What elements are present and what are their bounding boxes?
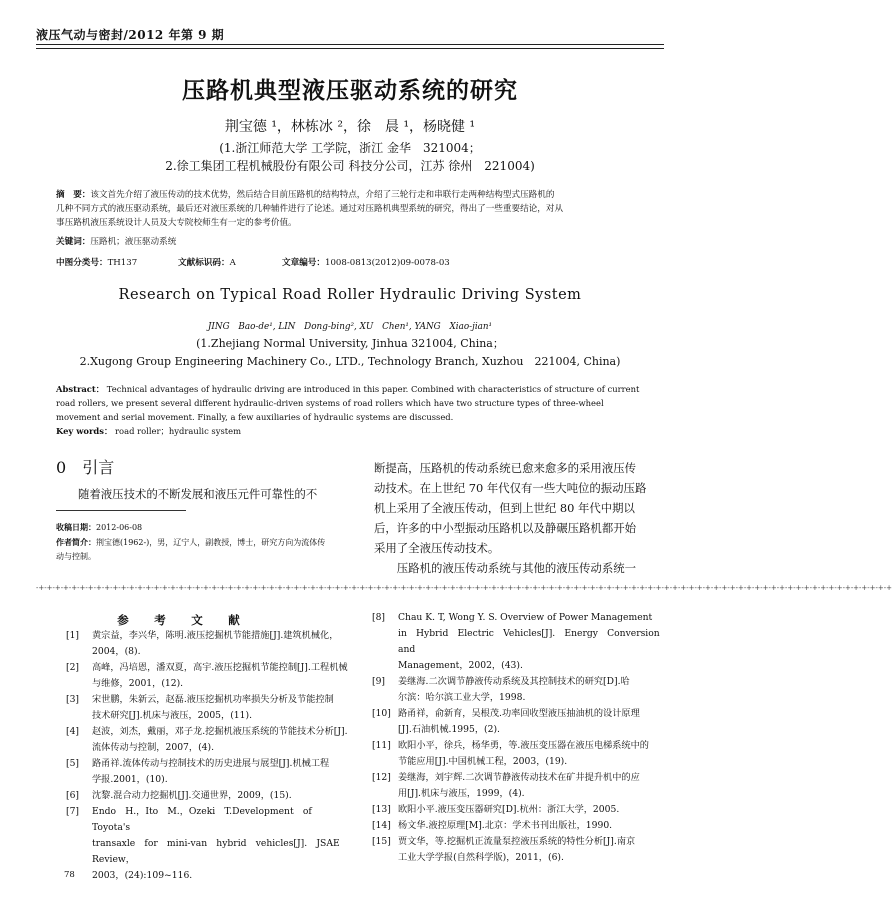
keywords-cn-text: 压路机；液压驱动系统 (90, 237, 177, 247)
reference-item (372, 834, 668, 866)
reference-number: [3] (66, 694, 80, 705)
reference-number: [5] (66, 758, 80, 769)
reference-item (66, 724, 358, 756)
reference-text: 贾文华，等.挖掘机正流量泵控液压系统的特性分析[J].南京 (398, 836, 636, 847)
page-number: 78 (64, 870, 75, 880)
english-affiliation-2: 2.Xugong Group Engineering Machinery Co., LTD., Technology Branch, Xuzhou 221004, China) (79, 355, 621, 368)
reference-text: 姜继海.二次调节静液传动系统及其控制技术的研究[D].哈 (398, 676, 630, 687)
reference-item (372, 802, 668, 818)
reference-text: Chau K. T, Wong Y. S. Overview of Power Management (398, 612, 653, 623)
reference-text: 欧阳小平.液压变压器研究[D].杭州：浙江大学，2005. (398, 804, 620, 815)
reference-text: 2003，(24):109~116. (92, 870, 193, 881)
english-keywords-text: road roller；hydraulic system (115, 426, 242, 436)
reference-item (372, 770, 668, 802)
bio-label: 作者简介： (56, 537, 96, 547)
intro-line: 后，许多的中小型振动压路机以及静碾压路机都开始 (374, 521, 636, 535)
reference-text: 学报.2001，(10). (92, 774, 168, 785)
section-title: 引言 (82, 458, 115, 477)
affiliation-1: (1.浙江师范大学 工学院，浙江 金华 321004； (219, 141, 481, 155)
english-affiliation-1: (1.Zhejiang Normal University, Jinhua 321004, China； (196, 337, 504, 350)
bio-line: 动与控制。 (56, 552, 96, 561)
reference-item (66, 788, 358, 804)
reference-number: [12] (372, 772, 391, 783)
reference-item (66, 756, 358, 788)
reference-number: [6] (66, 790, 80, 801)
reference-text: 黄宗益，李兴华，陈明.液压挖掘机节能措施[J].建筑机械化， (92, 630, 339, 641)
reference-item (66, 804, 358, 884)
bio-line: 荆宝德(1962-)，男，辽宁人，副教授，博士，研究方向为流体传 (96, 538, 326, 547)
author-list: 荆宝德 ¹，林栋冰 ²，徐 晨 ¹，杨晓健 ¹ (224, 119, 476, 135)
references-left-column (66, 628, 358, 884)
section-heading (56, 455, 114, 478)
article-no-value: 1008-0813(2012)09-0078-03 (324, 258, 450, 268)
abstract-cn-line: 几种不同方式的液压驱动系统，最后还对液压系统的几种辅件进行了论述。通过对压路机典型系统的研究，得出了一些重要结论，对从 (56, 204, 564, 214)
reference-item (372, 706, 668, 738)
reference-text: 宋世鹏，朱新云，赵磊.液压挖掘机功率损失分析及节能控制 (92, 694, 334, 705)
reference-text: 与维修，2001，(12). (92, 678, 184, 689)
doc-code-value: A (229, 258, 236, 268)
reference-text: 赵波，刘杰，戴丽，邓子龙.挖掘机液压系统的节能技术分析[J]. (92, 726, 348, 737)
reference-number: [10] (372, 708, 391, 719)
reference-text: 路甬祥，俞新育，吴根茂.功率回收型液压抽油机的设计原理 (398, 708, 640, 719)
keywords-cn-label: 关键词： (56, 237, 91, 247)
reference-text: 欧阳小平，徐兵，杨华勇，等.液压变压器在液压电梯系统中的 (398, 740, 649, 751)
reference-number: [8] (372, 612, 386, 623)
keywords-cn (56, 235, 656, 249)
article-no-label: 文章编号： (282, 258, 325, 268)
reference-text: 节能应用[J].中国机械工程，2003，(19). (398, 756, 568, 767)
english-abstract-line: road rollers, we present several different hydraulic-driven systems of road rollers which have two structure types of three-wheel (56, 398, 604, 408)
running-header: 液压气动与密封/2012 年第 9 期 (36, 28, 225, 42)
section-number: 0 (56, 458, 67, 477)
english-title: Research on Typical Road Roller Hydraulic Driving System (118, 287, 582, 303)
reference-text: 工业大学学报(自然科学版)，2011，(6). (398, 852, 564, 863)
reference-item (66, 692, 358, 724)
reference-text: transaxle for mini-van hybrid vehicles[J]. JSAE Review， (92, 838, 349, 865)
reference-number: [13] (372, 804, 391, 815)
intro-left-text: 随着液压技术的不断发展和液压元件可靠性的不 (78, 487, 318, 501)
english-keywords-label: Key words： (56, 426, 113, 436)
clc-label: 中图分类号： (56, 258, 108, 268)
english-abstract-label: Abstract： (56, 384, 105, 394)
reference-text: Management，2002，(43). (398, 660, 523, 671)
reference-item (66, 660, 358, 692)
reference-number: [15] (372, 836, 391, 847)
reference-text: in Hybrid Electric Vehicles[J]. Energy Conversion and (398, 628, 669, 655)
affiliation-2: 2.徐工集团工程机械股份有限公司 科技分公司，江苏 徐州 221004) (165, 159, 535, 173)
header-rule (36, 44, 664, 45)
references-title: 参 考 文 献 (117, 613, 247, 627)
received-label: 收稿日期： (56, 522, 96, 532)
reference-item (66, 628, 358, 660)
header-rule-thin (36, 48, 664, 49)
reference-text: 用[J].机床与液压，1999，(4). (398, 788, 525, 799)
reference-number: [4] (66, 726, 80, 737)
reference-text: Endo H.，Ito M.，Ozeki T.Development of Toyota's (92, 806, 321, 833)
abstract-cn (56, 188, 656, 230)
doc-code-label: 文献标识码： (178, 258, 230, 268)
clc-value: TH137 (107, 258, 138, 268)
reference-text: 高峰，冯培恩，潘双夏，高宇.液压挖掘机节能控制[J].工程机械 (92, 662, 348, 673)
english-authors: JING Bao-de¹, LIN Dong-bing², XU Chen¹, YANG Xiao-jian¹ (207, 322, 493, 332)
reference-text: 技术研究[J].机床与液压，2005，(11). (92, 710, 252, 721)
footnote (56, 520, 346, 564)
reference-text: 2004，(8). (92, 646, 141, 657)
reference-item (372, 738, 668, 770)
english-abstract (56, 382, 656, 438)
intro-line: 压路机的液压传动系统与其他的液压传动系统一 (374, 561, 636, 575)
paper-title: 压路机典型液压驱动系统的研究 (182, 77, 518, 104)
reference-text: 沈黎.混合动力挖掘机[J].交通世界，2009，(15). (92, 790, 292, 801)
reference-item (372, 610, 668, 674)
reference-number: [9] (372, 676, 386, 687)
reference-text: 姜继海，刘宇辉.二次调节静液传动技术在矿井提升机中的应 (398, 772, 640, 783)
intro-line: 机上采用了全液压传动，但到上世纪 80 年代中期以 (374, 501, 635, 515)
references-right-column (372, 610, 668, 866)
reference-text: [J].石油机械.1995，(2). (398, 724, 500, 735)
abstract-cn-label: 摘 要： (56, 190, 91, 200)
abstract-cn-line: 事压路机液压系统设计人员及大专院校师生有一定的参考价值。 (56, 218, 297, 228)
reference-number: [2] (66, 662, 80, 673)
reference-text: 尔滨：哈尔滨工业大学，1998. (398, 692, 526, 703)
reference-text: 路甬祥.流体传动与控制技术的历史进展与展望[J].机械工程 (92, 758, 330, 769)
intro-line: 断提高，压路机的传动系统已愈来愈多的采用液压传 (374, 461, 636, 475)
cut-line: -+-+-+-+-+-+-+-+-+-+-+-+-+-+-+-+-+-+-+-+-+-+-+-+-+-+-+-+-+-+-+-+-+-+-+-+-+-+-+-+-+-+-+-+-+-+-+-+-+-+-+-+-+-+-+-+-+-+-+-+-+-+-+-+-+-+-+-+-+-+-+-+-+-+-+-+-+-+-+-+-+-+-+-+-+-+-+-+-+-+-+-+-+-+-+-+-+-+-+-+-+-+-+-+ (36, 584, 892, 592)
reference-item (372, 674, 668, 706)
reference-number: [7] (66, 806, 80, 817)
reference-text: 杨文华.液控原理[M].北京：学术书刊出版社，1990. (398, 820, 613, 831)
reference-text: 流体传动与控制，2007，(4). (92, 742, 215, 753)
intro-line: 采用了全液压传动技术。 (374, 541, 500, 555)
english-abstract-line: Technical advantages of hydraulic driving are introduced in this paper. Combined with characteristics of structure of current (106, 384, 640, 394)
english-abstract-line: movement and serial movement. Finally, a few auxiliaries of hydraulic systems are discussed. (56, 412, 454, 422)
intro-right-column (374, 458, 674, 578)
reference-number: [11] (372, 740, 391, 751)
reference-item (372, 818, 668, 834)
received-date: 2012-06-08 (96, 523, 143, 532)
reference-number: [14] (372, 820, 391, 831)
abstract-cn-line: 该文首先介绍了液压传动的技术优势，然后结合目前压路机的结构特点，介绍了三轮行走和串联行走两种结构型式压路机的 (90, 190, 555, 200)
footnote-rule (56, 510, 186, 511)
intro-line: 动技术。在上世纪 70 年代仅有一些大吨位的振动压路 (374, 481, 647, 495)
reference-number: [1] (66, 630, 80, 641)
